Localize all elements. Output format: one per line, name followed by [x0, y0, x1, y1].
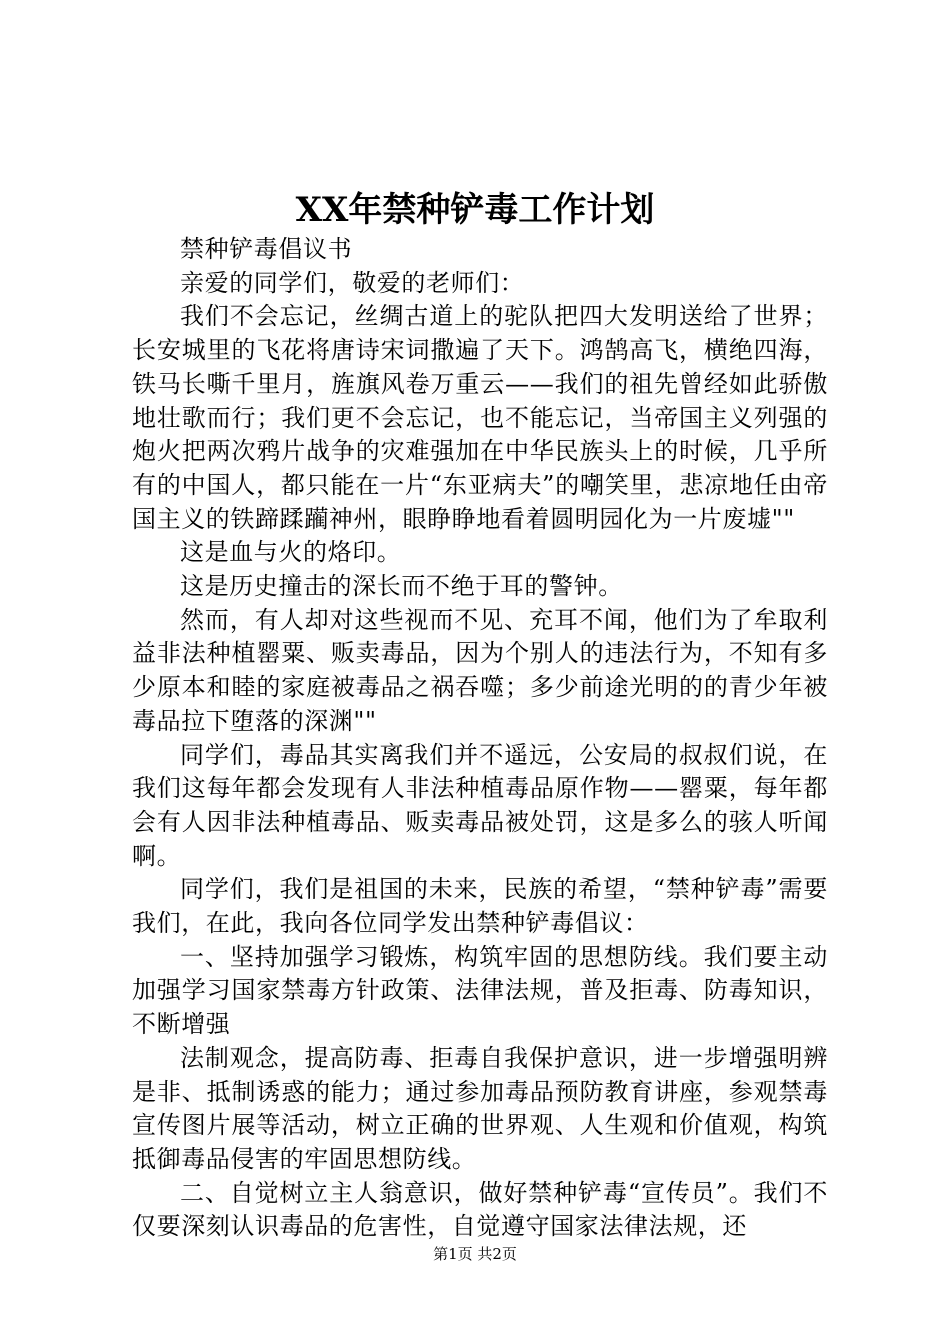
paragraph: 这是血与火的烙印。: [180, 538, 402, 567]
paragraph: 二、自觉树立主人翁意识，做好禁种铲毒“宣传员”。我们不仅要深刻认识毒品的危害性，自觉遵守国家法律法规，还: [132, 1178, 828, 1241]
paragraph: 法制观念，提高防毒、拒毒自我保护意识，进一步增强明辨是非、抵制诱惑的能力；通过参加毒品预防教育讲座，参观禁毒宣传图片展等活动，树立正确的世界观、人生观和价值观，构筑抵御毒品侵害的牢固思想防线。: [132, 1043, 828, 1173]
paragraph: 这是历史撞击的深长而不绝于耳的警钟。: [180, 572, 623, 601]
paragraph-heading: 禁种铲毒倡议书: [180, 235, 353, 263]
paragraph: 一、坚持加强学习锻炼，构筑牢固的思想防线。我们要主动加强学习国家禁毒方针政策、法律法规，普及拒毒、防毒知识，不断增强: [132, 942, 828, 1039]
paragraph: 同学们，我们是祖国的未来，民族的希望，“禁种铲毒”需要我们，在此，我向各位同学发出禁种铲毒倡议：: [132, 875, 828, 938]
paragraph: 我们不会忘记，丝绸古道上的驼队把四大发明送给了世界；长安城里的飞花将唐诗宋词撒遍了天下。鸿鹄高飞，横绝四海，铁马长嘶千里月，旌旗风卷万重云——我们的祖先曾经如此骄傲地壮歌而行；我们更不会忘记，也不能忘记，当帝国主义列强的炮火把两次鸦片战争的灾难强加在中华民族头上的时候，几乎所有的中国人，都只能在一片“东亚病夫”的嘲笑里，悲凉地任由帝国主义的铁蹄蹂躏神州，眼睁睁地看着圆明园化为一片废墟"": [132, 302, 828, 533]
paragraph-salutation: 亲爱的同学们，敬爱的老师们：: [180, 268, 525, 297]
document-body: [132, 233, 828, 1244]
document-title: XX年禁种铲毒工作计划: [295, 190, 655, 230]
page-number-footer: 第1页 共2页: [433, 1245, 517, 1263]
paragraph: 然而，有人却对这些视而不见、充耳不闻，他们为了牟取利益非法种植罂粟、贩卖毒品，因为个别人的违法行为，不知有多少原本和睦的家庭被毒品之祸吞噬；多少前途光明的的青少年被毒品拉下堕落的深渊"": [132, 605, 828, 735]
paragraph: 同学们，毒品其实离我们并不遥远，公安局的叔叔们说，在我们这每年都会发现有人非法种植毒品原作物——罂粟，每年都会有人因非法种植毒品、贩卖毒品被处罚，这是多么的骇人听闻啊。: [132, 740, 828, 870]
